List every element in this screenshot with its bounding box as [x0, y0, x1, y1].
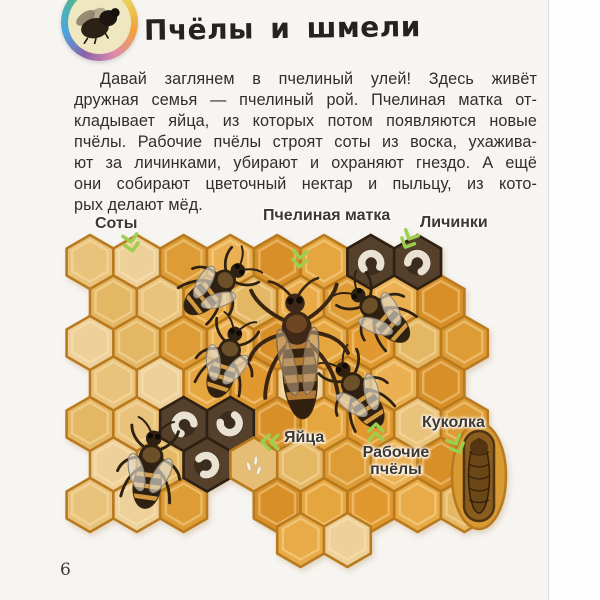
egg-cell	[230, 438, 277, 492]
pupa-cell	[452, 423, 506, 529]
larva-cell	[394, 235, 441, 289]
paragraph-line: ют за личинками, убирают и охраняют гнездо. А ещё	[74, 154, 537, 172]
larva-cell	[184, 438, 231, 492]
paragraph-line: они собирают цветочный нектар и пыльцу, из кото-	[74, 175, 537, 193]
label-workers: Рабочие пчёлы	[362, 444, 430, 478]
paragraph-line: пчёлы. Рабочие пчёлы строят соты из воска, ухажива-	[74, 133, 537, 151]
label-larvae: Личинки	[420, 214, 488, 231]
paragraph-line: рых делают мёд.	[74, 196, 203, 214]
label-combs: Соты	[95, 215, 138, 232]
paragraph-line: дружная семья — пчелиный рой. Пчелиная матка от-	[74, 91, 537, 109]
label-queen: Пчелиная матка	[263, 207, 391, 224]
paragraph-line: Давай заглянем в пчелиный улей! Здесь живёт	[100, 70, 537, 88]
label-pupa: Куколка	[422, 414, 485, 431]
paragraph-line: кладывает яйца, из которых потом появляются новые	[74, 112, 537, 130]
label-eggs: Яйца	[284, 429, 325, 446]
page-number: 6	[60, 560, 71, 580]
page-title: Пчёлы и шмели	[143, 10, 422, 47]
